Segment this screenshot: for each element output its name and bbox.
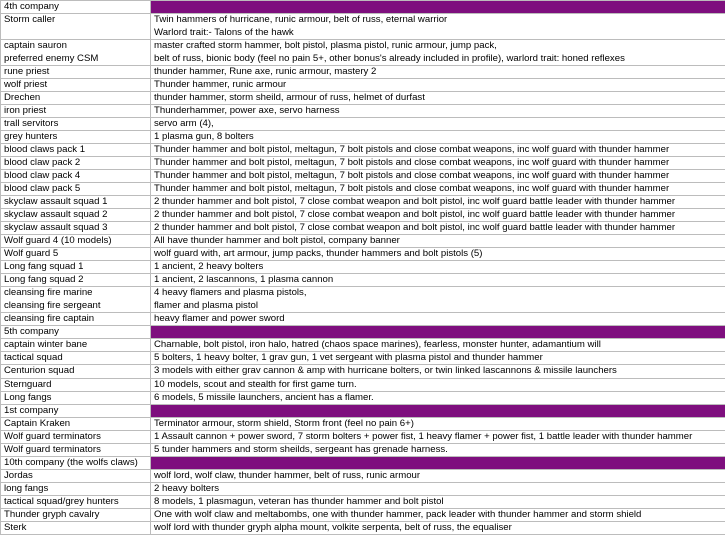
unit-wargear-cell[interactable] <box>151 183 725 196</box>
unit-wargear: 1 ancient, 2 heavy bolters <box>154 261 264 273</box>
unit-wargear: 4 heavy flamers and plasma pistols, <box>154 287 307 299</box>
company-name-cell[interactable] <box>1 404 151 417</box>
unit-name: Storm caller <box>4 14 56 26</box>
company-header-row <box>1 1 725 14</box>
unit-wargear: Twin hammers of hurricane, runic armour, belt of russ, eternal warrior <box>154 14 448 26</box>
unit-name-cell[interactable] <box>1 183 151 196</box>
unit-wargear-cell[interactable] <box>151 40 725 66</box>
unit-wargear: wolf guard with, art armour, jump packs, thunder hammers and bolt pistols (5) <box>154 248 483 260</box>
unit-name: blood claws pack 1 <box>4 144 86 156</box>
unit-name: cleansing fire marine <box>4 287 93 299</box>
unit-name-cell[interactable] <box>1 261 151 274</box>
unit-name-cell[interactable] <box>1 157 151 170</box>
unit-wargear: All have thunder hammer and bolt pistol, company banner <box>154 235 400 247</box>
unit-row <box>1 417 725 430</box>
unit-wargear: Terminator armour, storm shield, Storm front (feel no pain 6+) <box>154 417 414 429</box>
company-name: 1st company <box>4 404 59 416</box>
unit-name: trall servitors <box>4 118 59 130</box>
unit-name: Jordas <box>4 469 33 481</box>
unit-wargear: 5 tunder hammers and storm sheilds, sergeant has grenade harness. <box>154 443 448 455</box>
unit-name-cell[interactable] <box>1 365 151 378</box>
unit-row <box>1 521 725 534</box>
company-band-cell[interactable] <box>151 456 725 469</box>
unit-row <box>1 196 725 209</box>
unit-wargear: One with wolf claw and meltabombs, one with thunder hammer, pack leader with thunder hammer and storm shield <box>154 508 642 520</box>
unit-wargear: belt of russ, bionic body (feel no pain 5+, other bonus's already included in profile), warlord trait: honed reflexes <box>154 52 625 64</box>
company-band-cell[interactable] <box>151 326 725 339</box>
unit-name: Wolf guard 4 (10 models) <box>4 235 112 247</box>
unit-name: preferred enemy CSM <box>4 52 99 64</box>
unit-wargear-cell[interactable] <box>151 417 725 430</box>
unit-wargear-cell[interactable] <box>151 521 725 534</box>
unit-wargear: heavy flamer and power sword <box>154 313 285 325</box>
unit-wargear: wolf lord, wolf claw, thunder hammer, belt of russ, runic armour <box>154 469 421 481</box>
unit-name: tactical squad <box>4 352 63 364</box>
unit-name-cell[interactable] <box>1 391 151 404</box>
company-header-row <box>1 404 725 417</box>
unit-row <box>1 508 725 521</box>
unit-wargear: 6 models, 5 missile launchers, ancient has a flamer. <box>154 391 374 403</box>
unit-wargear-cell[interactable] <box>151 365 725 378</box>
unit-name-cell[interactable] <box>1 235 151 248</box>
unit-row <box>1 339 725 352</box>
unit-name-cell[interactable] <box>1 378 151 391</box>
unit-wargear: 10 models, scout and stealth for first game turn. <box>154 378 357 390</box>
unit-row <box>1 378 725 391</box>
unit-wargear-cell[interactable] <box>151 352 725 365</box>
unit-row <box>1 248 725 261</box>
unit-wargear-cell[interactable] <box>151 105 725 118</box>
unit-name: iron priest <box>4 105 47 117</box>
unit-wargear-cell[interactable] <box>151 14 725 40</box>
unit-wargear-cell[interactable] <box>151 209 725 222</box>
unit-wargear: Warlord trait:- Talons of the hawk <box>154 26 294 38</box>
unit-wargear: thunder hammer, Rune axe, runic armour, mastery 2 <box>154 66 377 78</box>
unit-wargear: Thunder hammer, runic armour <box>154 79 287 91</box>
unit-wargear: thunder hammer, storm sheild, armour of russ, helmet of durfast <box>154 92 425 104</box>
unit-name: captain winter bane <box>4 339 88 351</box>
company-name-cell[interactable] <box>1 326 151 339</box>
unit-wargear: servo arm (4), <box>154 118 214 130</box>
unit-wargear-cell[interactable] <box>151 131 725 144</box>
unit-row <box>1 430 725 443</box>
company-name: 4th company <box>4 1 59 12</box>
unit-name: skyclaw assault squad 3 <box>4 222 108 234</box>
company-name: 10th company (the wolfs claws) <box>4 456 138 468</box>
unit-wargear-cell[interactable] <box>151 79 725 92</box>
company-band-cell[interactable] <box>151 404 725 417</box>
unit-wargear-cell[interactable] <box>151 170 725 183</box>
unit-wargear-cell[interactable] <box>151 469 725 482</box>
unit-wargear: 1 ancient, 2 lascannons, 1 plasma cannon <box>154 274 334 286</box>
unit-wargear-cell[interactable] <box>151 92 725 105</box>
unit-wargear-cell[interactable] <box>151 508 725 521</box>
unit-name: cleansing fire captain <box>4 313 95 325</box>
unit-wargear-cell[interactable] <box>151 144 725 157</box>
unit-name: Thunder gryph cavalry <box>4 508 100 520</box>
unit-row <box>1 209 725 222</box>
unit-name-cell[interactable] <box>1 209 151 222</box>
unit-name: blood claw pack 4 <box>4 170 81 182</box>
unit-wargear: Thunder hammer and bolt pistol, meltagun, 7 bolt pistols and close combat weapons, inc wolf guard with thunder hammer <box>154 170 670 182</box>
unit-row <box>1 131 725 144</box>
unit-name-cell[interactable] <box>1 430 151 443</box>
unit-row <box>1 235 725 248</box>
unit-name-cell[interactable] <box>1 482 151 495</box>
unit-wargear: 5 bolters, 1 heavy bolter, 1 grav gun, 1 vet sergeant with plasma pistol and thunder hammer <box>154 352 543 364</box>
unit-row <box>1 443 725 456</box>
unit-wargear: Thunder hammer and bolt pistol, meltagun, 7 bolt pistols and close combat weapons, inc wolf guard with thunder hammer <box>154 144 670 156</box>
unit-wargear: wolf lord with thunder gryph alpha mount, volkite serpenta, belt of russ, the equaliser <box>154 521 512 533</box>
unit-wargear-cell[interactable] <box>151 495 725 508</box>
unit-name-cell[interactable] <box>1 274 151 287</box>
unit-name-cell[interactable] <box>1 14 151 40</box>
unit-name-cell[interactable] <box>1 469 151 482</box>
unit-row <box>1 105 725 118</box>
unit-name: Long fangs <box>4 391 52 403</box>
unit-wargear: 2 thunder hammer and bolt pistol, 7 close combat weapon and bolt pistol, inc wolf guard battle leader with thunder hammer <box>154 222 676 234</box>
unit-wargear-cell[interactable] <box>151 378 725 391</box>
unit-name: blood claw pack 5 <box>4 183 81 195</box>
unit-name: skyclaw assault squad 2 <box>4 209 108 221</box>
unit-wargear-cell[interactable] <box>151 482 725 495</box>
unit-row <box>1 287 725 313</box>
unit-name-cell[interactable] <box>1 287 151 313</box>
sheet-body <box>1 1 725 535</box>
unit-row <box>1 391 725 404</box>
unit-wargear: 1 plasma gun, 8 bolters <box>154 131 254 143</box>
unit-wargear: master crafted storm hammer, bolt pistol, plasma pistol, runic armour, jump pack, <box>154 40 497 52</box>
unit-row <box>1 365 725 378</box>
unit-row <box>1 352 725 365</box>
unit-wargear-cell[interactable] <box>151 443 725 456</box>
unit-wargear: Thunder hammer and bolt pistol, meltagun, 7 bolt pistols and close combat weapons, inc wolf guard with thunder hammer <box>154 183 670 195</box>
unit-name: Wolf guard 5 <box>4 248 59 260</box>
unit-wargear-cell[interactable] <box>151 222 725 235</box>
unit-name-cell[interactable] <box>1 313 151 326</box>
unit-wargear-cell[interactable] <box>151 196 725 209</box>
unit-name: tactical squad/grey hunters <box>4 495 119 507</box>
unit-name: rune priest <box>4 66 50 78</box>
unit-wargear-cell[interactable] <box>151 235 725 248</box>
unit-wargear-cell[interactable] <box>151 313 725 326</box>
unit-row <box>1 482 725 495</box>
unit-name: wolf priest <box>4 79 48 91</box>
unit-name: Long fang squad 1 <box>4 261 84 273</box>
unit-wargear-cell[interactable] <box>151 274 725 287</box>
unit-name-cell[interactable] <box>1 196 151 209</box>
unit-name: Wolf guard terminators <box>4 443 101 455</box>
unit-wargear: Thunder hammer and bolt pistol, meltagun, 7 bolt pistols and close combat weapons, inc wolf guard with thunder hammer <box>154 157 670 169</box>
unit-wargear: 2 heavy bolters <box>154 482 220 494</box>
unit-wargear-cell[interactable] <box>151 339 725 352</box>
unit-row <box>1 157 725 170</box>
unit-name: captain sauron <box>4 40 67 52</box>
unit-wargear: 2 thunder hammer and bolt pistol, 7 close combat weapon and bolt pistol, inc wolf guard battle leader with thunder hammer <box>154 209 676 221</box>
unit-name-cell[interactable] <box>1 339 151 352</box>
unit-name: Sternguard <box>4 378 52 390</box>
unit-row <box>1 118 725 131</box>
unit-name: grey hunters <box>4 131 58 143</box>
unit-wargear-cell[interactable] <box>151 118 725 131</box>
unit-row <box>1 14 725 40</box>
company-header-row <box>1 326 725 339</box>
unit-name-cell[interactable] <box>1 521 151 534</box>
unit-row <box>1 274 725 287</box>
company-name-cell[interactable] <box>1 456 151 469</box>
unit-name-cell[interactable] <box>1 508 151 521</box>
company-name: 5th company <box>4 326 59 338</box>
company-name-cell[interactable] <box>1 1 151 14</box>
unit-row <box>1 183 725 196</box>
unit-name-cell[interactable] <box>1 118 151 131</box>
unit-wargear-cell[interactable] <box>151 261 725 274</box>
unit-row <box>1 66 725 79</box>
unit-name: Sterk <box>4 521 27 533</box>
unit-name: blood claw pack 2 <box>4 157 81 169</box>
unit-wargear-cell[interactable] <box>151 157 725 170</box>
unit-wargear-cell[interactable] <box>151 287 725 313</box>
unit-name: Wolf guard terminators <box>4 430 101 442</box>
unit-name-cell[interactable] <box>1 144 151 157</box>
unit-wargear: flamer and plasma pistol <box>154 299 258 311</box>
unit-name-cell[interactable] <box>1 40 151 66</box>
unit-name: Captain Kraken <box>4 417 71 429</box>
unit-wargear: Charnable, bolt pistol, iron halo, hatred (chaos space marines), fearless, monster hunter, adamantium will <box>154 339 601 351</box>
unit-row <box>1 222 725 235</box>
unit-row <box>1 170 725 183</box>
unit-name: Centurion squad <box>4 365 75 377</box>
unit-name: skyclaw assault squad 1 <box>4 196 108 208</box>
unit-name: Drechen <box>4 92 41 104</box>
unit-wargear: Thunderhammer, power axe, servo harness <box>154 105 340 117</box>
unit-name-cell[interactable] <box>1 131 151 144</box>
unit-name-cell[interactable] <box>1 417 151 430</box>
unit-wargear: 8 models, 1 plasmagun, veteran has thunder hammer and bolt pistol <box>154 495 444 507</box>
unit-name-cell[interactable] <box>1 222 151 235</box>
unit-row <box>1 92 725 105</box>
unit-row <box>1 469 725 482</box>
unit-name-cell[interactable] <box>1 248 151 261</box>
company-header-row <box>1 456 725 469</box>
unit-row <box>1 40 725 66</box>
unit-row <box>1 495 725 508</box>
unit-row <box>1 261 725 274</box>
unit-name-cell[interactable] <box>1 352 151 365</box>
unit-wargear-cell[interactable] <box>151 430 725 443</box>
unit-row <box>1 79 725 92</box>
company-band-cell[interactable] <box>151 1 725 14</box>
unit-name-cell[interactable] <box>1 105 151 118</box>
unit-wargear-cell[interactable] <box>151 66 725 79</box>
unit-wargear: 2 thunder hammer and bolt pistol, 7 close combat weapon and bolt pistol, inc wolf guard battle leader with thunder hammer <box>154 196 676 208</box>
unit-name-cell[interactable] <box>1 92 151 105</box>
unit-name: long fangs <box>4 482 49 494</box>
unit-name-cell[interactable] <box>1 170 151 183</box>
unit-name-cell[interactable] <box>1 66 151 79</box>
unit-row <box>1 313 725 326</box>
unit-wargear-cell[interactable] <box>151 391 725 404</box>
unit-wargear: 3 models with either grav cannon & amp with hurricane bolters, or twin linked lascannons & missile launchers <box>154 365 617 377</box>
unit-wargear-cell[interactable] <box>151 248 725 261</box>
unit-name: cleansing fire sergeant <box>4 299 101 311</box>
unit-name: Long fang squad 2 <box>4 274 84 286</box>
unit-wargear: 1 Assault cannon + power sword, 7 storm bolters + power fist, 1 heavy flamer + power fist, 1 battle leader with thunder hammer <box>154 430 693 442</box>
unit-name-cell[interactable] <box>1 495 151 508</box>
unit-row <box>1 144 725 157</box>
unit-name-cell[interactable] <box>1 443 151 456</box>
unit-name-cell[interactable] <box>1 79 151 92</box>
